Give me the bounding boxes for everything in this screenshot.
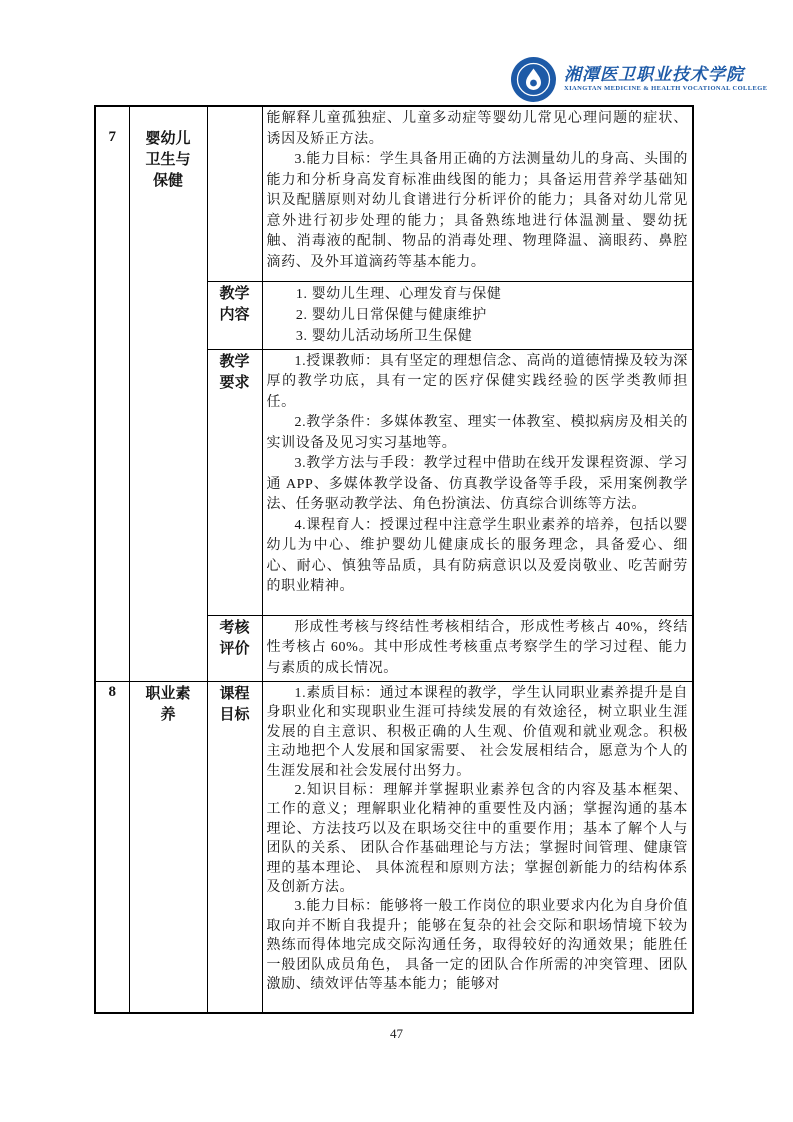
section-label-text: 考核评价 — [219, 619, 250, 657]
list-item: 2. 婴幼儿日常保健与健康维护 — [295, 307, 487, 323]
section-label-text: 教学内容 — [219, 285, 250, 323]
paragraph: 1.素质目标：通过本课程的教学，学生认同职业素养提升是自身职业化和实现职业生涯可持续发展的有效途径，树立职业生涯发展的自主意识、积极正确的人生观、价值观和就业观念。积极主动地把个人发展和国家需要、 社会发展相结合，愿意为个人的生涯发展和社会发展付出努力。 — [266, 686, 688, 779]
college-name-block — [564, 66, 767, 93]
paragraph: 3.能力目标：能够将一般工作岗位的职业要求内化为自身价值取向并不断自我提升；能够在复杂的社会交际和职场情境下较为熟练而得体地完成交际沟通任务，取得较好的沟通效果；能胜任一般团队成员角色， 具备一定的团队合作所需的冲突管理、团队激励、绩效评估等基本能力；能够对 — [266, 899, 688, 993]
row7-section0-content — [262, 106, 693, 281]
row7-course-name — [129, 106, 207, 682]
row7-section2-content — [262, 349, 693, 615]
row7-section3-content — [262, 615, 693, 682]
paragraph: 3.能力目标：学生具备用正确的方法测量幼儿的身高、头围的能力和分析身高发育标准曲线图的能力；具备运用营养学基础知识及配膳原则对幼儿食谱进行分析评价的能力；具备对幼儿常见意外进行初步处理的能力；具备熟练地进行体温测量、婴幼抚触、消毒液的配制、物品的消毒处理、物理降温、滴眼药、鼻腔滴药、及外耳道滴药等基本能力。 — [266, 152, 688, 270]
college-emblem-icon — [510, 56, 557, 103]
row7-section1-label — [207, 281, 262, 349]
course-name-text: 婴幼儿卫生与保健 — [145, 131, 191, 189]
course-name-text: 职业素养 — [145, 686, 191, 723]
course-syllabus-table — [94, 105, 694, 1014]
row7-number: 7 — [95, 106, 129, 682]
row8-number: 8 — [95, 682, 129, 1013]
section-label-text: 教学要求 — [219, 353, 250, 391]
row8-section0-content — [262, 682, 693, 1013]
table-row — [95, 682, 693, 1013]
paragraph: 3.教学方法与手段：教学过程中借助在线开发课程资源、学习通 APP、多媒体教学设备、仿真教学设备等手段，采用案例教学法、任务驱动教学法、角色扮演法、仿真综合训练等方法。 — [266, 456, 688, 512]
page-number: 47 — [390, 1026, 403, 1041]
college-name-en: XIANGTAN MEDICINE & HEALTH VOCATIONAL COLLEGE — [564, 85, 768, 93]
section-label-text: 课程目标 — [219, 686, 250, 723]
paragraph: 2.知识目标：理解并掌握职业素养包含的内容及基本框架、 工作的意义；理解职业化精神的重要性及内涵；掌握沟通的基本理论、方法技巧以及在职场交往中的重要作用；基本了解个人与团队的关系、 团队合作基础理论与方法；掌握时间管理、健康管理的基本理论、 具体流程和原则方法；掌握创新能力的结构体系及创新方法。 — [266, 783, 688, 896]
row7-section0-label — [207, 106, 262, 281]
list-item: 3. 婴幼儿活动场所卫生保健 — [295, 328, 473, 344]
row8-course-name — [129, 682, 207, 1013]
paragraph: 形成性考核与终结性考核相结合，形成性考核占 40%，终结性考核占 60%。其中形成性考核重点考察学生的学习过程、能力与素质的成长情况。 — [266, 619, 688, 676]
college-name-zh: 湘潭医卫职业技术学院 — [564, 65, 744, 85]
row7-section1-content — [262, 281, 693, 349]
row8-section0-label — [207, 682, 262, 1013]
row7-section3-label — [207, 615, 262, 682]
college-logo — [510, 56, 767, 103]
paragraph: 4.课程育人：授课过程中注意学生职业素养的培养，包括以婴幼儿为中心、维护婴幼儿健康成长的服务理念，具备爱心、细心、耐心、慎独等品质，具有防病意识以及爱岗敬业、吃苦耐劳的职业精神。 — [266, 517, 688, 594]
list-item: 1. 婴幼儿生理、心理发育与保健 — [295, 286, 502, 302]
paragraph: 2.教学条件：多媒体教室、理实一体教室、模拟病房及相关的实训设备及见习实习基地等。 — [266, 415, 688, 451]
table-row — [95, 106, 693, 281]
paragraph: 1.授课教师：具有坚定的理想信念、高尚的道德情操及较为深厚的教学功底，具有一定的医疗保健实践经验的医学类教师担任。 — [266, 353, 688, 410]
paragraph: 能解释儿童孤独症、儿童多动症等婴幼儿常见心理问题的症状、诱因及矫正方法。 — [266, 111, 688, 147]
row7-section2-label — [207, 349, 262, 615]
